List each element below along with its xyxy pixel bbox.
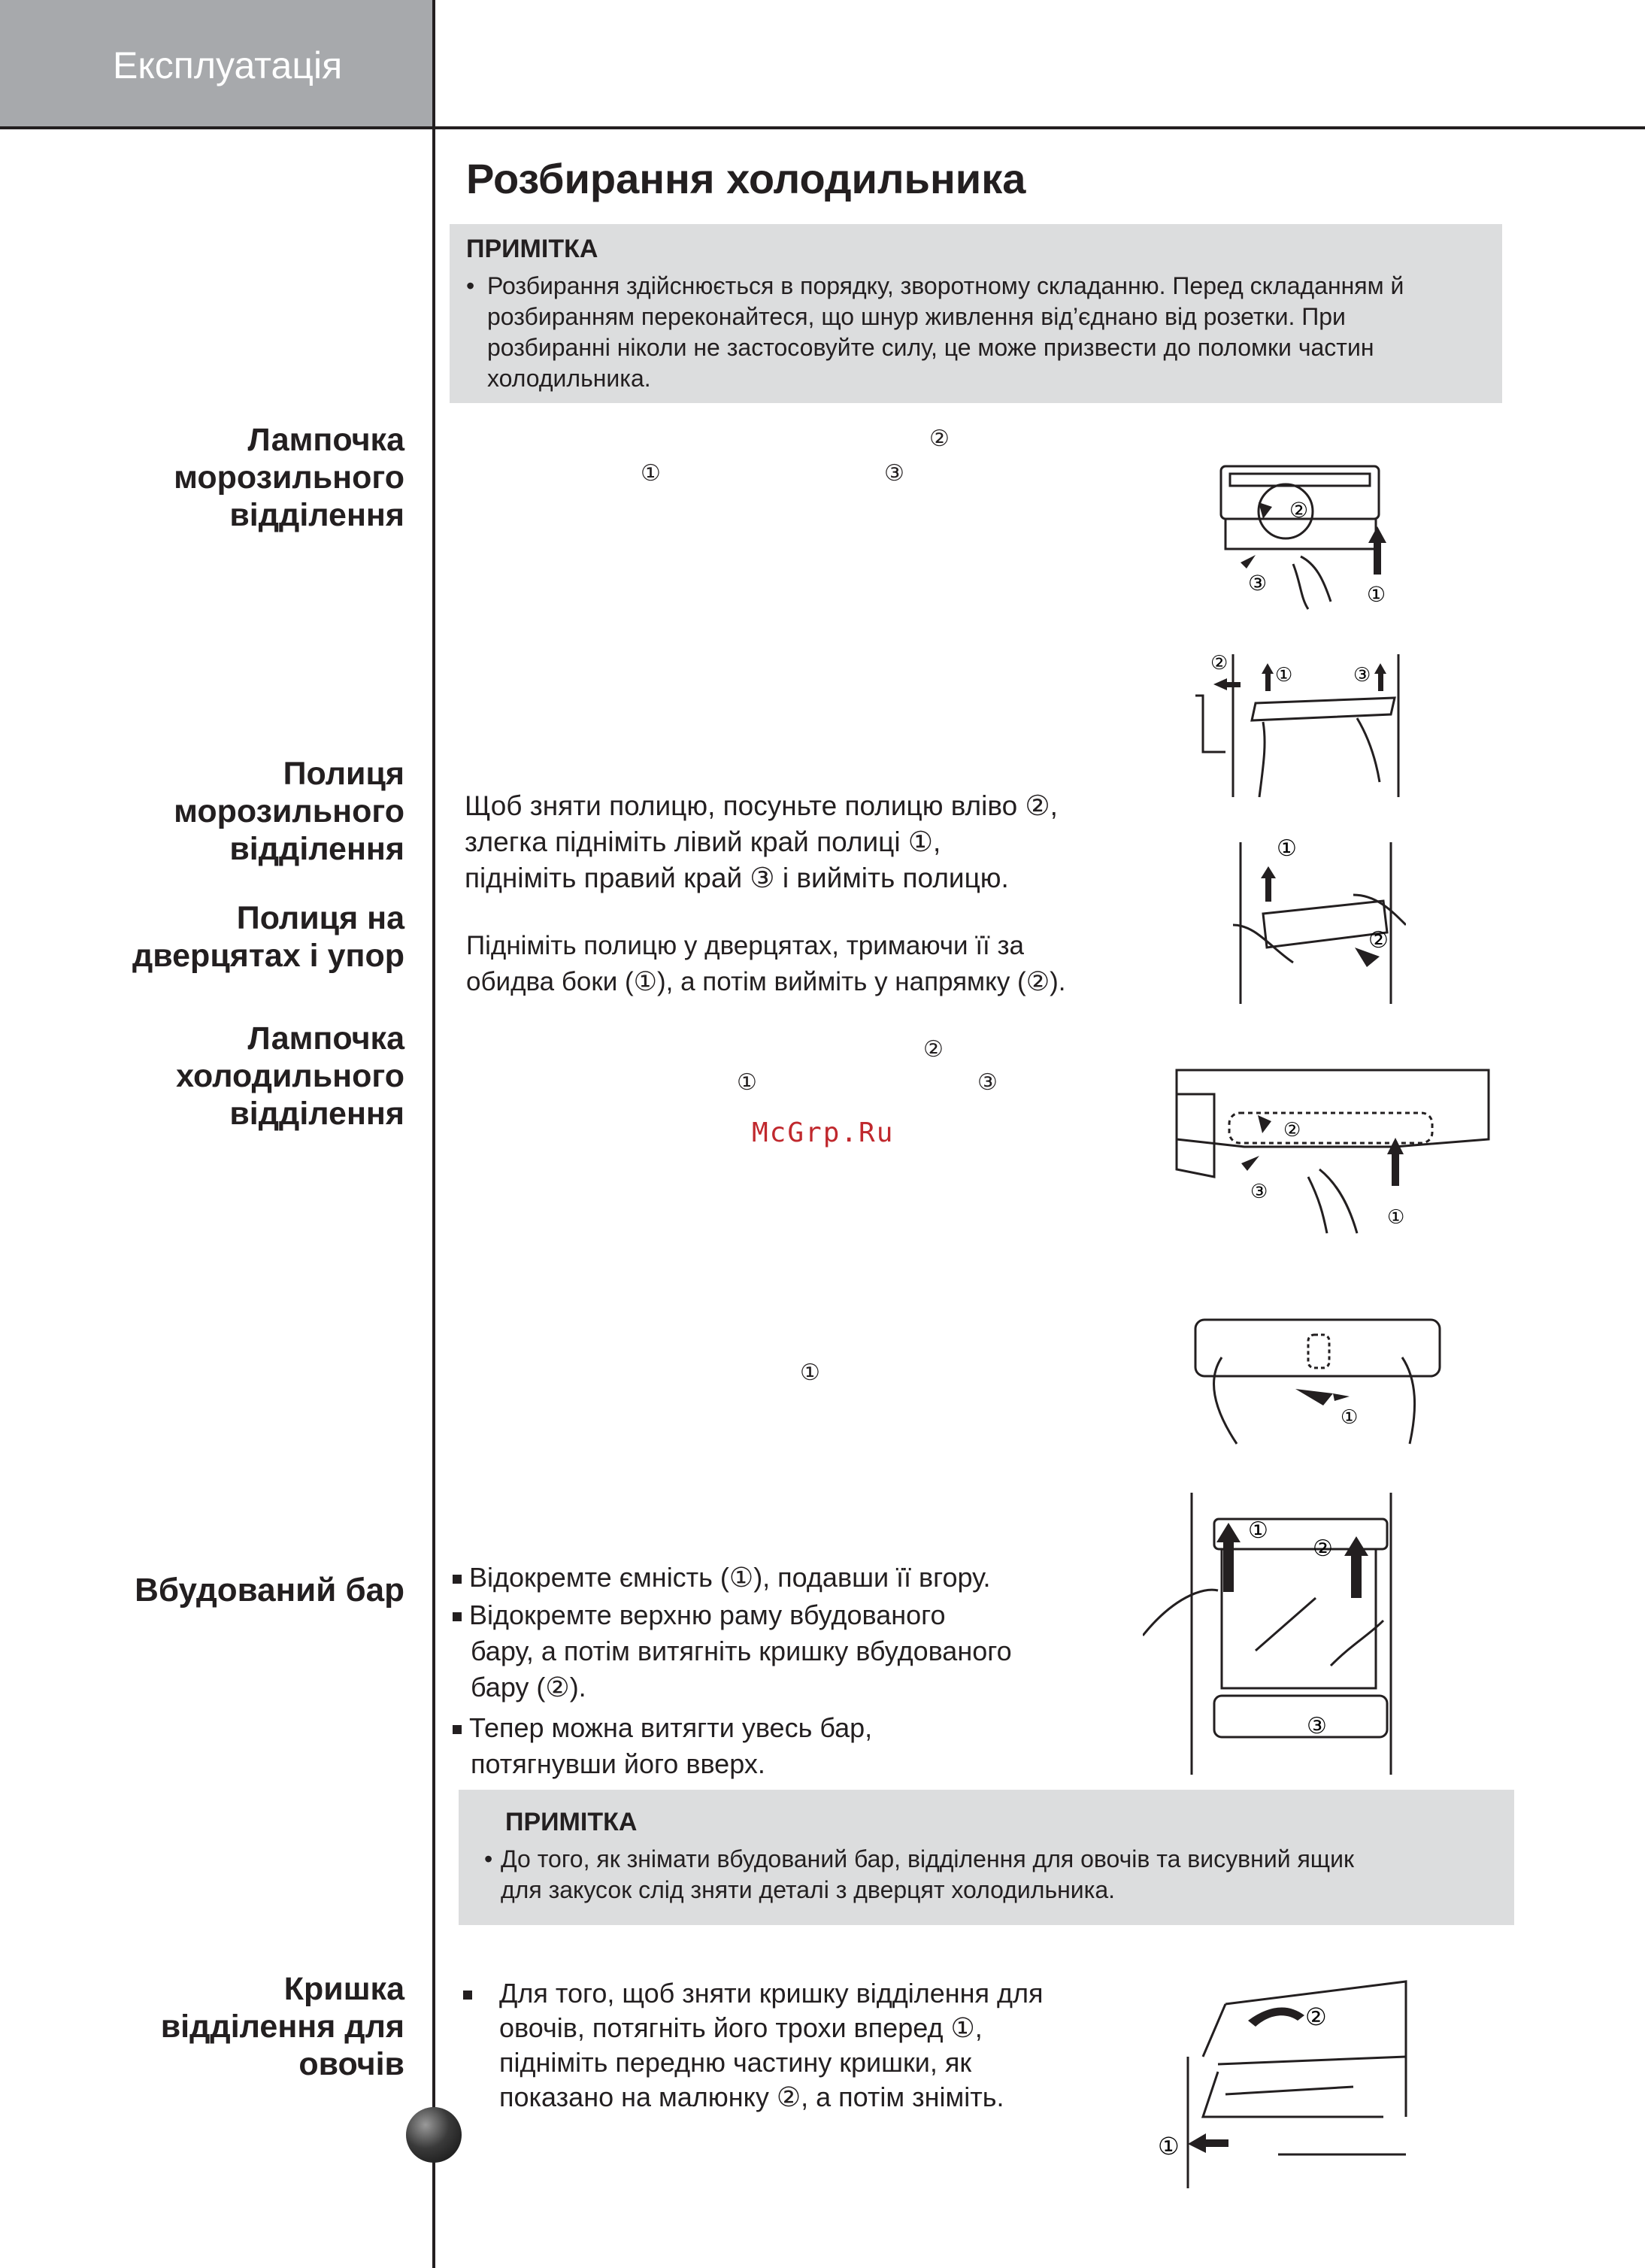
figure-label: ① (1367, 583, 1386, 606)
figure-label: ② (1283, 1118, 1301, 1141)
heading-fridge-lamp: Лампочка холодильного відділення (176, 1020, 404, 1132)
door-shelf-illustration (1233, 835, 1406, 1008)
note-title: ПРИМІТКА (466, 235, 598, 263)
heading-vegetable-cover: Кришка відділення для овочів (160, 1971, 404, 2082)
note-box (459, 1790, 1514, 1925)
note-box (450, 224, 1502, 403)
fridge-lamp-illustration (1169, 1064, 1492, 1237)
heading-home-bar: Вбудований бар (135, 1572, 404, 1609)
figure-label: ② (1210, 654, 1228, 674)
page-marker-ball (406, 2107, 462, 2163)
note-bullet: • (484, 1845, 493, 1872)
figure-label: ② (1313, 1536, 1333, 1561)
figure-label: ① (1158, 2133, 1180, 2160)
watermark: McGrp.Ru (752, 1117, 895, 1148)
freezer-shelf-illustration (1195, 654, 1406, 805)
note-text: Розбирання здійснюється в порядку, зворотному складанню. Перед складанням й розбиранням переконайтеся, що шнур живлення від’єднано від розетки. При розбиранні ніколи не застосовуйте силу, це може призвести до поломки частин холодильника. (487, 272, 1404, 392)
figure-label: ① (1341, 1405, 1359, 1428)
page-title: Розбирання холодильника (466, 155, 1026, 202)
figure-label: ① (1248, 1518, 1268, 1543)
vegetable-cover-illustration (1158, 1974, 1413, 2192)
lamp-cover-illustration (1192, 1312, 1447, 1448)
figure-label: ③ (1248, 572, 1268, 595)
heading-freezer-shelf: Полиця морозильного відділення (174, 756, 404, 867)
list-item: Тепер можна витягти увесь бар, потягнувши його вверх. (453, 1710, 1012, 1782)
list-item: Відокремте верхню раму вбудованого бару, а потім витягніть кришку вбудованого бару (②). (453, 1597, 1012, 1706)
note-bullet: • (466, 272, 475, 299)
figure-label: ③ (1250, 1180, 1268, 1202)
home-bar-list (453, 1560, 1012, 1782)
home-bar-illustration (1143, 1493, 1413, 1778)
figure-label: ② (1289, 499, 1309, 522)
step-mark: ② (923, 1037, 944, 1062)
step-mark: ① (800, 1360, 820, 1385)
figure-label: ① (1277, 836, 1297, 861)
section-title: Експлуатація (113, 44, 343, 86)
figure-label: ② (1368, 928, 1389, 953)
step-mark: ① (737, 1070, 757, 1095)
step-mark: ③ (884, 461, 904, 486)
header-divider (0, 126, 1645, 129)
heading-door-shelf: Полиця на дверцятах і упор (132, 900, 404, 974)
step-mark: ③ (977, 1070, 998, 1095)
figure-label: ② (1305, 2003, 1327, 2030)
step-mark: ② (929, 426, 950, 451)
freezer-shelf-text: Щоб зняти полицю, посуньте полицю вліво ②, злегка підніміть лівий край полиці ①, підніміть правий край ③ і вийміть полицю. (465, 790, 1058, 893)
freezer-lamp-illustration (1210, 451, 1391, 617)
figure-label: ③ (1307, 1714, 1327, 1739)
margin-divider (432, 0, 435, 2268)
figure-label: ① (1275, 663, 1293, 686)
heading-freezer-lamp: Лампочка морозильного відділення (174, 422, 404, 533)
note-text: До того, як знімати вбудований бар, відділення для овочів та висувний ящик для закусок слід зняти деталі з дверцят холодильника. (501, 1845, 1354, 1903)
note-title: ПРИМІТКА (505, 1808, 638, 1836)
list-item: Відокремте ємність (①), подавши її вгору. (453, 1560, 1012, 1596)
step-mark: ① (641, 461, 661, 486)
figure-label: ① (1387, 1205, 1405, 1228)
figure-label: ③ (1353, 663, 1371, 686)
door-shelf-text: Підніміть полицю у дверцятах, тримаючи її за обидва боки (①), а потім вийміть у напрямку (②). (466, 931, 1066, 996)
vegetable-cover-text: Для того, щоб зняти кришку відділення для овочів, потягніть його трохи вперед ①, підніміть передню частину кришки, як показано на малюнку ②, а потім зніміть. (463, 1976, 1044, 2115)
